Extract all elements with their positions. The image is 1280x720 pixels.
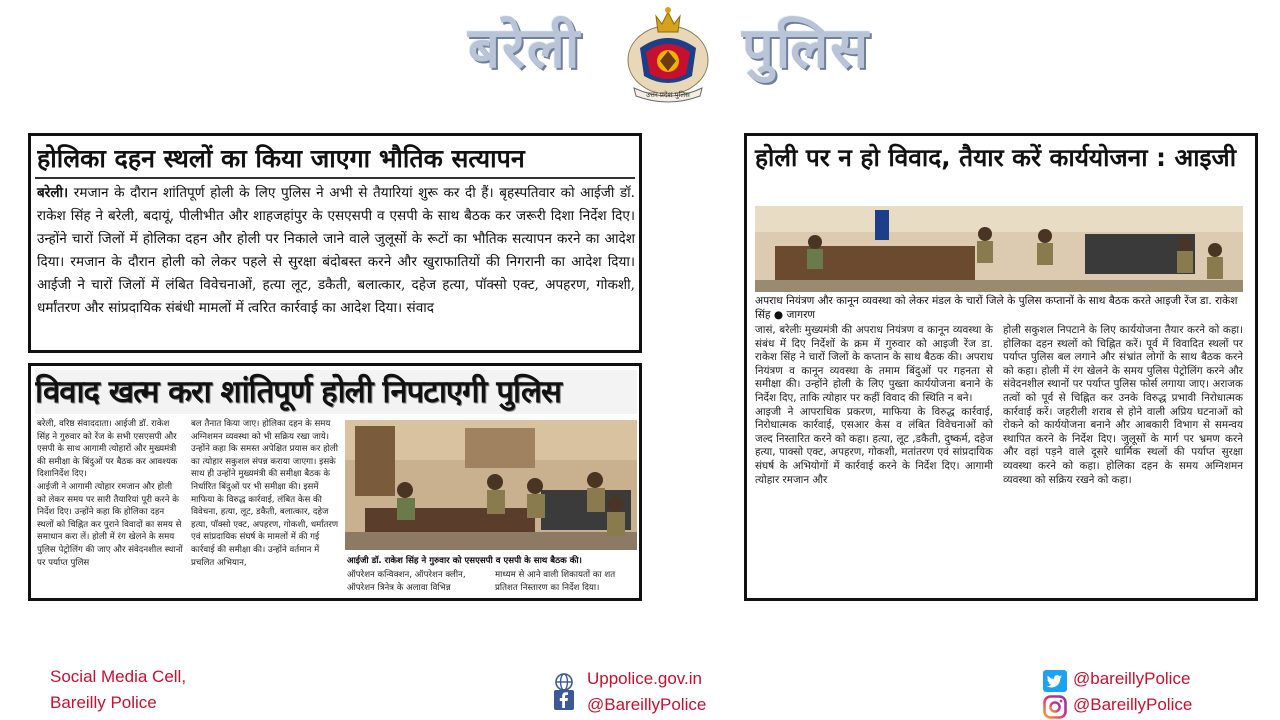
clipping-3-column-1: जासं, बरेलीः मुख्यमंत्री की अपराध नियंत्रण व कानून व्यवस्था के संबंध में दिए निर्देशों के क्रम में गुरुवार को आइजी रेंज डा. राकेश सिंह ने चारों जिलों के कप्तान के साथ बैठक की। अपराध नियंत्रण व कानून व्यवस्था के तमाम बिंदुओं पर गहनता से समीक्षा की। उन्होंने होली के लिए पुख्ता कार्ययोजना बनाने के निर्देश दिए, ताकि त्योहार पर कहीं विवाद की स्थिति न बने। आइजी ने आपराधिक प्रकरण, माफिया के विरुद्ध कार्रवाई, निरोधात्मक कार्रवाई, एसआर केस व लंबित विवेचनाओं को जल्द निस्तारित करने को कहा। हत्या, लूट ,डकैती, दुष्कर्म, दहेज हत्या, पाक्सो एक्ट, अपहरण, गोकशी, मतांतरण एवं सांप्रदायिक संघर्ष के अभियोगों में कार्रवाई करने के निर्देश दिए। आगामी त्योहार रमजान और <box>755 324 993 486</box>
clipping-2-column-1: बरेली, वरिष्ठ संवाददाता। आईजी डॉ. राकेश सिंह ने गुरुवार को रेंज के सभी एसएसपी और एसपी के साथ आगामी त्योहारों और मुख्यमंत्री की समीक्षा के बिंदुओं पर बैठक कर आवश्यक दिशानिर्देश दिए। आईजी ने आगामी त्योहार रमजान और होली को लेकर समय पर सारी तैयारियां पूरी करने के निर्देश दिए। उन्होंने कहा कि होलिका दहन स्थलों को चिह्नित कर पुराने विवादों का समय से समाधान करा लें। होली में रंग खेलने के समय पुलिस पेट्रोलिंग की जाए और संवेदनशील स्थानों पर पर्याप्त पुलिस <box>37 419 183 568</box>
clipping-3-column-2: होली सकुशल निपटाने के लिए कार्ययोजना तैयार करने को कहा। होलिका दहन स्थलों को चिह्नित करें। पूर्व में विवादित स्थलों पर पर्याप्त पुलिस बल लगाने और संभ्रांत लोगों के साथ बैठक करने को कहा। होली में रंग खेलने के समय पुलिस पेट्रोलिंग करने और संवेदनशील स्थानों पर पर्याप्त पुलिस फोर्स लगाया जाए। अराजक तत्वों को पूर्व से चिह्नित कर उनके विरुद्ध प्रभावी निरोधात्मक कार्रवाई करें। जहरीली शराब से होने वाली अप्रिय घटनाओं को रोकने को कार्ययोजना बनाने और आबकारी विभाग से समन्वय स्थापित करने के निर्देश दिए। जुलूसों के मार्ग पर भ्रमण करने और वहां पड़ने वाले दूसरे धार्मिक स्थलों की पर्याप्त सुरक्षा व्यवस्था करने को कहा। होलिका दहन के समय अग्निशमन व्यवस्था को सक्रिय रखने को कहा। <box>1003 324 1243 486</box>
clipping-2-photo-caption: आईजी डॉ. राकेश सिंह ने गुरुवार को एसएसपी व एसपी के साथ बैठक की। <box>347 556 582 566</box>
instagram-handle[interactable]: @BareillyPolice <box>1073 695 1193 714</box>
website-link[interactable]: Uppolice.gov.in <box>587 669 702 688</box>
clipping-1-text: रमजान के दौरान शांतिपूर्ण होली के लिए पुलिस ने अभी से तैयारियां शुरू कर दी हैं। बृहस्पतिवार को आईजी डॉ. राकेश सिंह ने बरेली, बदायूं, पीलीभीत और शाहजहांपुर के एसएसपी व एसपी के साथ बैठक कर जरूरी दिशा निर्देश दिए। उन्होंने चारों जिलों में होलिका दहन और होली पर निकाले जाने वाले जुलूसों के रूटों का भौतिक सत्यापन करने का आदेश दिया। रमजान के दौरान होली को लेकर पहले से सुरक्षा बंदोबस्त करने और खुराफातियों की निगरानी का आदेश दिया। आईजी ने चारों जिलों में लंबित विवेचनाओं, हत्या लूट, डकैती, बलात्कार, दहेज हत्या, पॉक्सो एक्ट, अपहरण, गोकशी, धर्मांतरण और सांप्रदायिक संबंधी मामलों में त्वरित कार्रवाई का आदेश दिया। संवाद <box>37 185 635 316</box>
twitter-icon <box>1043 670 1067 692</box>
footer-cell-line-2: Bareilly Police <box>50 693 157 712</box>
title-bareilly: बरेली <box>468 15 582 81</box>
emblem-text: उत्तर प्रदेश पुलिस <box>646 91 690 99</box>
clipping-2-bottom-right: माध्यम से आने वाली शिकायतों का शत प्रतिशत निस्तारण का निर्देश दिया। <box>495 570 616 593</box>
clipping-1-headline: होलिका दहन स्थलों का किया जाएगा भौतिक सत्यापन <box>37 144 525 173</box>
instagram-icon <box>1043 695 1067 719</box>
news-clipping-3 <box>744 133 1258 601</box>
clipping-3-photo-caption: अपराध नियंत्रण और कानून व्यवस्था को लेकर मंडल के चारों जिले के पुलिस कप्तानों के साथ बैठक करते आइजी रेंज डा. राकेश सिंह ● जागरण <box>755 295 1238 321</box>
clipping-2-headline: विवाद खत्म करा शांतिपूर्ण होली निपटाएगी पुलिस <box>35 370 637 414</box>
title-police: पुलिस <box>742 15 871 81</box>
clipping-3-headline: होली पर न हो विवाद, तैयार करें कार्ययोजना : आइजी <box>755 143 1237 172</box>
up-police-emblem <box>620 4 716 104</box>
facebook-handle[interactable]: @BareillyPolice <box>587 695 707 714</box>
news-clipping-1 <box>28 133 642 353</box>
clipping-2-bottom-middle: ऑपरेशन कन्विक्शन, ऑपरेशन क्लीन, ऑपरेशन त्रिनेत्र के अलावा विभिन्न <box>347 570 466 593</box>
twitter-handle[interactable]: @bareillyPolice <box>1073 669 1191 688</box>
headline-rule <box>35 177 635 179</box>
news-clipping-2 <box>28 363 642 601</box>
clipping-1-dateline: बरेली। <box>37 185 69 201</box>
meeting-photo-2 <box>755 206 1243 292</box>
clipping-2-column-2: बल तैनात किया जाए। होलिका दहन के समय अग्निशमन व्यवस्था को भी सक्रिय रखा जाये। उन्होंने कहा कि समस्त अपेक्षित प्रयास कर होली का त्योहार सकुशल संपन्न कराया जाएगा। इसके साथ ही उन्होंने मुख्यमंत्री की समीक्षा बैठक के निर्धारित बिंदुओं पर भी समीक्षा की। इसमें माफिया के विरुद्ध कार्रवाई, लंबित केस की विवेचना, हत्या, लूट, डकैती, बलात्कार, दहेज हत्या, पॉक्सो एक्ट, अपहरण, गोकशी, धर्मांतरण एवं सांप्रदायिक संघर्ष के मामलों में की गई कार्रवाई की समीक्षा की। उन्होंने वर्तमान में प्रचलित अभियान, <box>191 419 339 568</box>
meeting-photo <box>345 420 637 550</box>
clipping-1-body <box>37 182 635 320</box>
facebook-icon <box>554 690 574 710</box>
footer-cell-line-1: Social Media Cell, <box>50 667 187 686</box>
